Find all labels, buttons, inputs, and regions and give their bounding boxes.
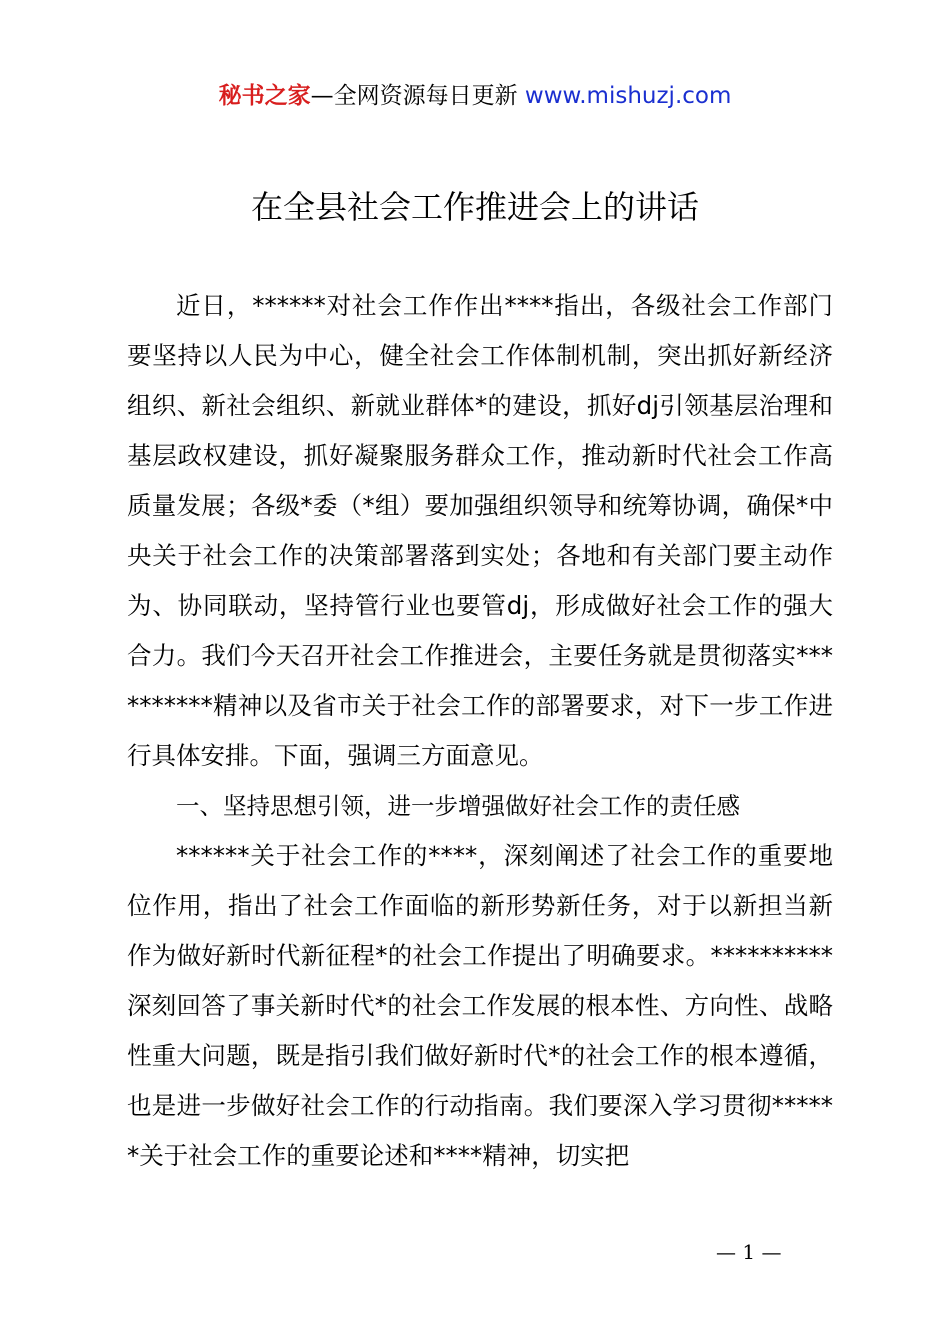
body-paragraph: ******关于社会工作的****，深刻阐述了社会工作的重要地位作用，指出了社会工作面临的新形势新任务，对于以新担当新作为做好新时代新征程*的社会工作提出了明确要求。**********深刻回答了事关新时代*的社会工作发展的根本性、方向性、战略性重大问题，既是指引我们做好新时代*的社会工作的根本遵循，也是进一步做好社会工作的行动指南。我们要深入学习贯彻******关于社会工作的重要论述和****精神，切实把 bbox=[127, 841, 833, 1170]
document-title: 在全县社会工作推进会上的讲话 bbox=[250, 188, 699, 226]
brand-name: 秘书之家 bbox=[218, 83, 311, 109]
body-paragraph: 近日，******对社会工作作出****指出，各级社会工作部门要坚持以人民为中心，健全社会工作体制机制，突出抓好新经济组织、新社会组织、新就业群体*的建设，抓好dj引领基层治理和基层政权建设，抓好凝聚服务群众工作，推动新时代社会工作高质量发展；各级*委（*组）要加强组织领导和统筹协调，确保*中央关于社会工作的决策部署落到实处；各地和有关部门要主动作为、协同联动，坚持管行业也要管dj，形成做好社会工作的强大合力。我们今天召开社会工作推进会，主要任务就是贯彻落实**********精神以及省市关于社会工作的部署要求，对下一步工作进行具体安排。下面，强调三方面意见。 bbox=[127, 291, 833, 770]
site-url-link[interactable]: www.mishuzj.com bbox=[524, 83, 732, 109]
page-number: — 1 — bbox=[716, 1240, 782, 1264]
header-tagline: —全网资源每日更新 bbox=[310, 83, 525, 109]
site-header bbox=[0, 80, 950, 112]
section-heading: 一、坚持思想引领，进一步增强做好社会工作的责任感 bbox=[176, 792, 740, 820]
document-body bbox=[127, 281, 833, 1181]
